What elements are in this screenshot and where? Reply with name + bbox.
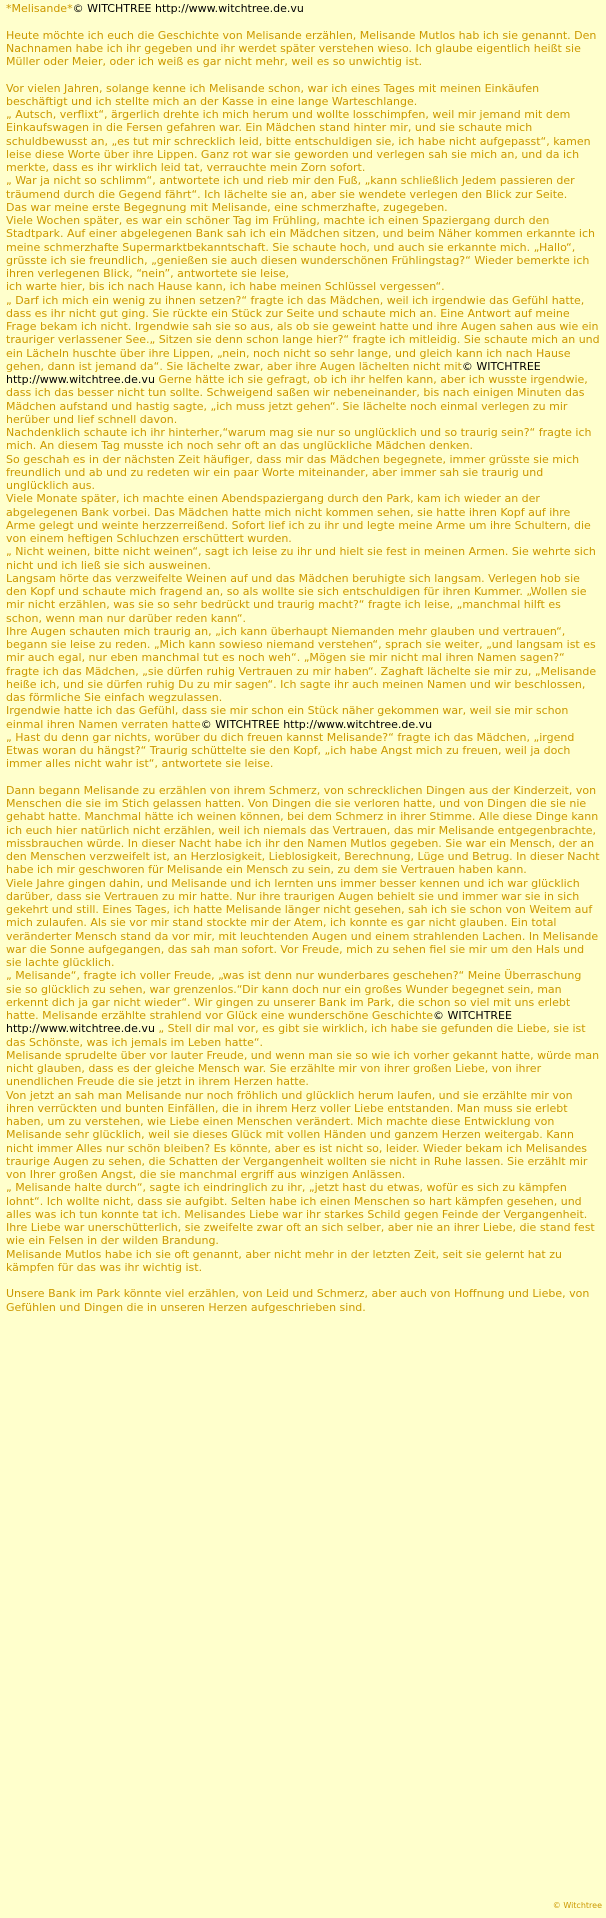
paragraph: Langsam hörte das verzweifelte Weinen auf und das Mädchen beruhigte sich langsam. Verlegen hob sie den Kopf und schaute mich fragend an, so als wollte sie sich entschuldigen für ihren Kummer. „Wollen sie mir nicht erzählen, was sie so sehr bedrückt und traurig macht?“ fragte ich leise, „manchmal hilft es schon, wenn man nur darüber reden kann“.: [6, 571, 591, 625]
story-document: [6, 2, 604, 1314]
paragraph: [6, 293, 604, 427]
paragraph-text: „ Melisande“, fragte ich voller Freude, „was ist denn nur wunderbares geschehen?“ Meine Überraschung sie so glücklich zu sehen, war grenzenlos.“Dir kann doch nur ein großes Wunder begegnet sein, man erkennt dich ja gar nicht wieder“. Wir gingen zu unserer Bank im Park, die schon so viel mit uns erlebt hatte. Melisande erzählte strahlend vor Glück eine wunderschöne Geschichte: [6, 969, 585, 1022]
paragraph: So geschah es in der nächsten Zeit häufiger, dass mir das Mädchen begegnete, immer grüsste sie mich freundlich und ab und zu redeten wir ein paar Worte miteinander, aber immer sah sie traurig und unglücklich aus.: [6, 452, 583, 492]
paragraph: Das war meine erste Begegnung mit Melisande, eine schmerzhafte, zugegeben.: [6, 200, 448, 214]
paragraph: [6, 704, 600, 731]
paragraph: Unsere Bank im Park könnte viel erzählen, von Leid und Schmerz, aber auch von Hoffnung und Liebe, von Gefühlen und Dingen die in unseren Herzen aufgeschrieben sind.: [6, 1287, 593, 1314]
paragraph-text: „ Darf ich mich ein wenig zu ihnen setzen?“ fragte ich das Mädchen, weil ich irgendwie das Gefühl hatte, dass es ihr nicht gut ging. Sie rückte ein Stück zur Seite und schaute mich an. Eine Antwort auf meine Frage bekam ich nicht. Irgendwie sah sie so aus, als ob sie geweint hatte und ihre Augen sahen aus wie ein trauriger verlassener See.„ Sitzen sie denn schon lange hier?“ fragte ich mitleidig. Sie schaute mich an und ein Lächeln huschte über ihre Lippen, „nein, noch nicht so sehr lange, und gleich kann ich nach Hause gehen, dann ist jemand da“. Sie lächelte zwar, aber ihre Augen lächelten nicht mit: [6, 293, 604, 373]
paragraph-text: Gerne hätte ich sie gefragt, ob ich ihr helfen kann, aber ich wusste irgendwie, dass ich das besser nicht tun sollte. Schweigend saßen wir nebeneinander, bis nach einigen Minuten das Mädchen aufstand und hastig sagte, „ich muss jetzt gehen“. Sie lächelte noch einmal verlegen zu mir herüber und lief schnell davon.: [6, 373, 592, 426]
paragraph: „ Autsch, verflixt“, ärgerlich drehte ich mich herum und wollte losschimpfen, weil mir jemand mit dem Einkaufswagen in die Fersen gefahren war. Ein Mädchen stand hinter mir, und sie schaute mich schuldbewusst an, „es tut mir schrecklich leid, bitte entschuldigen sie, ich habe nicht aufgepasst“, kamen leise diese Worte über ihre Lippen. Ganz rot war sie geworden und verlegen sah sie mich an, und da ich merkte, dass es ihr wirklich leid tat, verrauchte mein Zorn sofort.: [6, 108, 595, 174]
footer-credit: © Witchtree: [552, 1900, 602, 1910]
copyright-notice: © WITCHTREE http://www.witchtree.de.vu: [72, 2, 304, 15]
paragraph-text: Irgendwie hatte ich das Gefühl, dass sie mir schon ein Stück näher gekommen war, weil sie mir schon einmal ihren Namen verraten hatte: [6, 704, 572, 731]
paragraph: „ Melisande halte durch“, sagte ich eindringlich zu ihr, „jetzt hast du etwas, wofür es sich zu kämpfen lohnt“. Ich wollte nicht, dass sie aufgibt. Selten habe ich einen Menschen so hart kämpfen gesehen, und alles was ich tun konnte tat ich. Melisandes Liebe war ihr starkes Schild gegen Feinde der Vergangenheit. Ihre Liebe war unerschütterlich, sie zweifelte zwar oft an sich selber, aber nie an ihrer Liebe, die stand fest wie ein Felsen in der wilden Brandung.: [6, 1181, 599, 1248]
paragraph: Melisande Mutlos habe ich sie oft genannt, aber nicht mehr in der letzten Zeit, seit sie gelernt hat zu kämpfen für das was ihr wichtig ist.: [6, 1247, 566, 1274]
paragraph: Von jetzt an sah man Melisande nur noch fröhlich und glücklich herum laufen, und sie erzählte mir von ihren verrückten und bunten Einfällen, die in ihrem Herz voller Liebe entstanden. Man muss sie erlebt haben, um zu verstehen, wie Liebe einen Menschen verändert. Mich machte diese Entwicklung von Melisande sehr glücklich, weil sie dieses Glück mit vollen Händen und ganzem Herzen weitergab. Kann nicht immer Alles nur schön bleiben? Es könnte, aber es ist nicht so, leider. Wieder bekam ich Melisandes traurige Augen zu sehen, die Schatten der Vergangenheit wollten sie nicht in Ruhe lassen. Sie erzählt mir von Ihrer großen Angst, die sie manchmal ergriff aus winzigen Anlässen.: [6, 1088, 591, 1181]
paragraph: [6, 969, 600, 1049]
paragraph: Dann begann Melisande zu erzählen von ihrem Schmerz, von schrecklichen Dingen aus der Kinderzeit, von Menschen die sie im Stich gelassen hatten. Von Dingen die sie verloren hatte, und von Dingen die sie nie gehabt hatte. Manchmal hätte ich weinen können, bei dem Schmerz in ihrer Stimme. Alle diese Dinge kann ich euch hier natürlich nicht erzählen, weil ich niemals das Vertrauen, das mir Melisande entgegenbrachte, missbrauchen würde. In dieser Nacht habe ich ihr den Namen Mutlos gegeben. Sie war ein Mensch, der an den Menschen verzweifelt ist, an Herzlosigkeit, Lieblosigkeit, Berechnung, Lüge und Betrug. In dieser Nacht habe ich mir geschworen für Melisande ein Mensch zu sein, zu dem sie Vertrauen haben kann.: [6, 783, 604, 877]
header-line: [6, 2, 600, 15]
paragraph: „ Nicht weinen, bitte nicht weinen“, sagt ich leise zu ihr und hielt sie fest in meinen Armen. Sie wehrte sich nicht und ich ließ sie sich ausweinen.: [6, 545, 600, 572]
paragraph: Melisande sprudelte über vor lauter Freude, und wenn man sie so wie ich vorher gekannt hatte, würde man nicht glauben, dass es der gleiche Mensch war. Sie erzählte mir von ihrer großen Liebe, von ihrer unendlichen Freude die sie jetzt in ihrem Herzen hatte.: [6, 1048, 603, 1089]
paragraph: ich warte hier, bis ich nach Hause kann, ich habe meinen Schlüssel vergessen“.: [6, 280, 445, 294]
paragraph: Ihre Augen schauten mich traurig an, „ich kann überhaupt Niemanden mehr glauben und vertrauen“, begann sie leise zu reden. „Mich kann sowieso niemand verstehen“, sprach sie weiter, „und langsam ist es mir auch egal, nur eben manchmal tut es noch weh“. „Mögen sie mir nicht mal ihren Namen sagen?“ fragte ich das Mädchen, „sie dürfen ruhig Vertrauen zu mir haben“. Zaghaft lächelte sie mir zu, „Melisande heiße ich, und sie dürfen ruhig Du zu mir sagen“. Ich sagte ihr auch meinen Namen und wir beschlossen, das förmliche Sie einfach wegzulassen.: [6, 624, 600, 704]
paragraph: Nachdenklich schaute ich ihr hinterher,“warum mag sie nur so unglücklich und so traurig sein?“ fragte ich mich. An diesem Tag musste ich noch sehr oft an das unglückliche Mädchen denken.: [6, 426, 596, 453]
paragraph: Viele Jahre gingen dahin, und Melisande und ich lernten uns immer besser kennen und ich war glücklich darüber, dass sie Vertrauen zu mir hatte. Nur ihre traurigen Augen behielt sie und immer war sie in sich gekehrt und still. Eines Tages, ich hatte Melisande länger nicht gesehen, sah ich sie schon von Weitem auf mich zulaufen. Als sie vor mir stand stockte mir der Atem, ich konnte es gar nicht glauben. Ein total veränderter Mensch stand da vor mir, mit leuchtenden Augen und einem strahlenden Lachen. In Melisande war die Sonne aufgegangen, das sah man sofort. Vor Freude, mich zu sehen fiel sie mir um den Hals und sie lachte glücklich.: [6, 876, 602, 969]
paragraph: „ Hast du denn gar nichts, worüber du dich freuen kannst Melisande?“ fragte ich das Mädchen, „irgend Etwas woran du hängst?“ Traurig schüttelte sie den Kopf, „ich habe Angst mich zu freuen, weil ja doch immer alles nicht wahr ist“, antwortete sie leise.: [6, 730, 578, 771]
copyright-notice: © WITCHTREE http://www.witchtree.de.vu: [6, 1009, 516, 1036]
paragraph: Viele Wochen später, es war ein schöner Tag im Frühling, machte ich einen Spaziergang durch den Stadtpark. Auf einer abgelegenen Bank sah ich ein Mädchen sitzen, und beim Näher kommen erkannte ich meine schmerzhafte Supermarktbekanntschaft. Sie schaute hoch, und auch sie erkannte mich. „Hallo“, grüsste ich sie freundlich, „genießen sie auch diesen wunderschönen Frühlingstag?“ Wieder bemerkte ich ihren verlegenen Blick, “nein”, antwortete sie leise,: [6, 214, 599, 280]
paragraph: Heute möchte ich euch die Geschichte von Melisande erzählen, Melisande Mutlos hab ich sie genannt. Den Nachnamen habe ich ihr gegeben und ihr werdet später verstehen wieso. Ich glaube eigentlich heißt sie Müller oder Meier, oder ich weiß es gar nicht mehr, weil es so unwichtig ist.: [6, 28, 600, 68]
copyright-notice: © WITCHTREE http://www.witchtree.de.vu: [200, 717, 433, 731]
copyright-notice: © WITCHTREE http://www.witchtree.de.vu: [6, 359, 545, 386]
paragraph: „ War ja nicht so schlimm“, antwortete ich und rieb mir den Fuß, „kann schließlich Jedem passieren der träumend durch die Gegend fährt“. Ich lächelte sie an, aber sie wendete verlegen den Blick zur Seite.: [6, 174, 579, 201]
story-title: *Melisande*: [6, 2, 73, 15]
paragraph: Viele Monate später, ich machte einen Abendspaziergang durch den Park, kam ich wieder an der abgelegenen Bank vorbei. Das Mädchen hatte mich nicht kommen sehen, sie hatte ihren Kopf auf ihre Arme gelegt und weinte herzzerreißend. Sofort lief ich zu ihr und legte meine Arme um ihre Schultern, die von einem heftigen Schluchzen erschüttert wurden.: [6, 492, 595, 545]
paragraph: Vor vielen Jahren, solange kenne ich Melisande schon, war ich eines Tages mit meinen Einkäufen beschäftigt und ich stellte mich an der Kasse in eine lange Warteschlange.: [6, 81, 543, 108]
paragraph-text: „ Stell dir mal vor, es gibt sie wirklich, ich habe sie gefunden die Liebe, sie ist das Schönste, was ich jemals im Leben hatte“.: [6, 1022, 590, 1049]
